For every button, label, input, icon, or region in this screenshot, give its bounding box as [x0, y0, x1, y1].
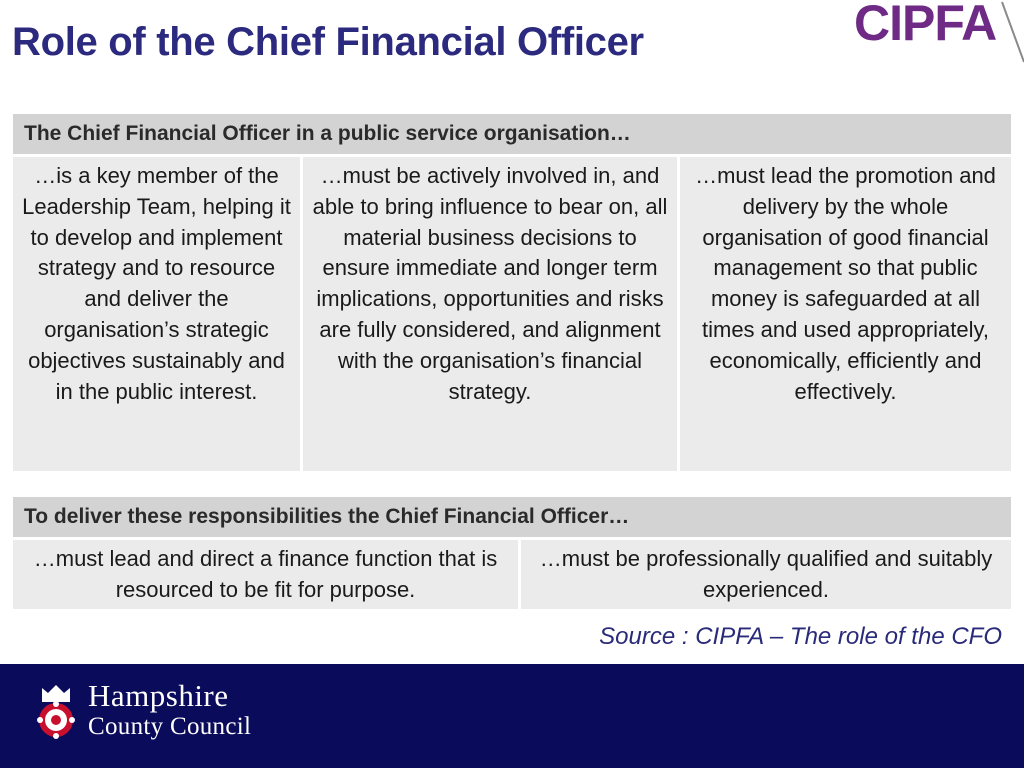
panel-cells — [13, 540, 1011, 609]
footer-org-line1: Hampshire — [88, 678, 229, 713]
source-citation: Source : CIPFA – The role of the CFO — [599, 623, 1002, 650]
slide-title: Role of the Chief Financial Officer — [12, 20, 644, 64]
role-cell-leadership: …is a key member of the Leadership Team, helping it to develop and implement strategy and to resource and deliver the organisation’s strategic objectives sustainably and in the public interest. — [13, 157, 300, 471]
role-cell-decisions: …must be actively involved in, and able to bring influence to bear on, all material business decisions to ensure immediate and longer term implications, opportunities and risks are fully considered, and alignment with the organisation’s financial strategy. — [303, 157, 677, 471]
hampshire-crest-icon — [34, 682, 78, 740]
cfo-responsibilities-panel — [13, 497, 1011, 609]
cfo-role-panel — [13, 114, 1011, 471]
responsibility-cell-qualified: …must be professionally qualified and suitably experienced. — [521, 540, 1011, 609]
role-cell-financial-management: …must lead the promotion and delivery by the whole organisation of good financial management so that public money is safeguarded at all times and used appropriately, economically, efficiently and effectively. — [680, 157, 1011, 471]
logo-swoosh-icon — [850, 0, 1024, 64]
panel-header: The Chief Financial Officer in a public service organisation… — [13, 114, 1011, 154]
panel-header: To deliver these responsibilities the Chief Financial Officer… — [13, 497, 1011, 537]
cipfa-logo-text: CIPFA — [854, 0, 997, 51]
footer-org-name — [88, 678, 251, 740]
responsibility-cell-finance-function: …must lead and direct a finance function that is resourced to be fit for purpose. — [13, 540, 518, 609]
panel-cells — [13, 157, 1011, 471]
cipfa-logo — [850, 0, 1024, 64]
footer-bar — [0, 664, 1024, 768]
footer-org-line2: County Council — [88, 713, 252, 740]
